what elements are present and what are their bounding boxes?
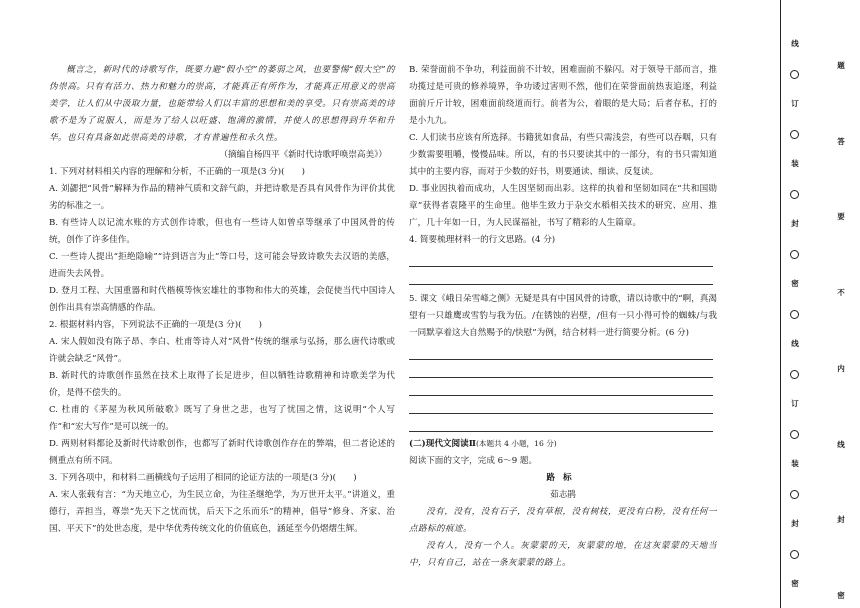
material-intro-paragraph: 概言之，新时代的诗歌写作，既要力避“假小空”的萎弱之风，也要警惕“假大空”的伪崇高。只有有活力、热力和魅力的崇高，才能真正有所作为，才能真正用意义的崇高美学，让人们从中汲取力量，也能带给人们以丰富的思想和美的享受。只有崇高美的诗歌不是为了说服人，而是为了给人以旺盛、饱满的激情，并使人的思想得到升华和升华。也只有具备如此崇高美的诗歌，才有普遍性和永久性。 xyxy=(49,65,395,143)
article-author: 茹志鹃 xyxy=(550,490,576,500)
section-2-heading xyxy=(409,435,717,453)
answer-line[interactable] xyxy=(409,249,713,267)
binding-margin xyxy=(787,38,803,598)
answer-line[interactable] xyxy=(409,267,713,285)
question-3-option-d: D. 事业因执着而成功，人生因坚韧而出彩。这样的执着和坚韧如同在“共和国勋章”获得者袁隆平的生命里。他毕生致力于杂交水稻相关技术的研究、应用、推广，几十年如一日，为人民谋福祉，书写了精彩的人生篇章。 xyxy=(409,184,717,228)
binding-ring-icon xyxy=(790,250,799,259)
binding-label-char: 线 xyxy=(837,439,845,449)
material-source: （摘编自杨四平《新时代诗歌呼唤崇高美》） xyxy=(219,150,387,160)
question-1-stem: 1. 下列对材料相关内容的理解和分析，不正确的一项是(3 分)( ) xyxy=(49,167,305,177)
question-1-option-c: C. 一些诗人提出“拒绝隐喻”“诗到语言为止”等口号，这可能会导致诗歌失去汉语的美感，进而失去风骨。 xyxy=(49,252,395,279)
binding-label-char: 密 xyxy=(837,591,845,600)
binding-ring-icon xyxy=(790,310,799,319)
binding-ring-icon xyxy=(790,70,799,79)
binding-label-char: 不 xyxy=(837,288,845,298)
question-5-stem: 5. 课文《峨日朵雪峰之侧》无疑是具有中国风骨的诗歌，请以诗歌中的“啊，真渴望有一只雄鹰或雪豹与我为伍。/在锈蚀的岩壁，/但有一只小得可怜的蜘蛛/与我一同默享着这大自然赐予的/快慰”为例，结合材料一进行简要分析。(6 分) xyxy=(409,294,717,338)
section-2-note: (本题共 4 小题，16 分) xyxy=(475,439,557,448)
binding-char: 封 xyxy=(791,519,799,528)
binding-label-char: 题 xyxy=(837,61,845,70)
question-3-option-c: C. 人们读书应该有所选择。书籍犹如食品，有些只需浅尝，有些可以吞咽，只有少数需要咀嚼，慢慢品味。所以，有的书只要读其中的一部分，有的书只需知道其中的主要内容，而对于少数的好书，则要通读、细读、反复读。 xyxy=(409,133,717,177)
section-2-title: (二)现代文阅读Ⅱ xyxy=(409,439,476,449)
binding-labels xyxy=(833,38,849,598)
left-column xyxy=(49,62,395,538)
question-2-option-d: D. 两则材料都论及新时代诗歌创作，也都写了新时代诗歌创作存在的弊端，但二者论述的侧重点有所不同。 xyxy=(49,439,395,466)
question-1-option-d: D. 登月工程、大国重器和时代楷模等恢宏雄壮的事物和伟大的英雄，会促使当代中国诗人创作出具有崇高情感的作品。 xyxy=(49,286,395,313)
question-1-option-b: B. 有些诗人以记流水账的方式创作诗歌，但也有一些诗人如曾卓等继承了中国风骨的传统，创作了许多佳作。 xyxy=(49,218,395,245)
binding-char: 订 xyxy=(791,99,799,108)
binding-label-char: 封 xyxy=(837,515,845,525)
question-1-option-a: A. 刘勰把“风骨”解释为作品的精神气质和文辞气韵，并把诗歌是否具有风骨作为评价其优劣的标准之一。 xyxy=(49,184,395,211)
binding-ring-icon xyxy=(790,370,799,379)
question-2-option-c: C. 杜甫的《茅屋为秋风所破歌》既写了身世之悲，也写了忧国之情，这说明“个人写作”和“宏大写作”是可以统一的。 xyxy=(49,405,395,432)
binding-char: 密 xyxy=(791,279,799,288)
question-2-option-b: B. 新时代的诗歌创作虽然在技术上取得了长足进步，但以牺牲诗歌精神和诗歌美学为代价，是得不偿失的。 xyxy=(49,371,395,398)
answer-line[interactable] xyxy=(409,378,713,396)
question-3-option-a: A. 宋人张载有言：“为天地立心，为生民立命，为往圣继绝学，为万世开太平。”讲道义，重德行，弄担当，尊崇“先天下之忧而忧，后天下之乐而乐”的精神，倡导“修身、齐家、治国、平天下”的处世态度，是中华优秀传统文化的价值底色，涵延至今仍熠熠生辉。 xyxy=(49,490,395,534)
article-title: 路标 xyxy=(546,473,580,483)
section-2-instruction: 阅读下面的文字，完成 6～9 题。 xyxy=(409,456,538,466)
question-3-stem: 3. 下列各项中，和材料二画横线句子运用了相同的论证方法的一项是(3 分)( ) xyxy=(49,473,357,483)
binding-char: 装 xyxy=(791,159,799,168)
binding-ring-icon xyxy=(790,550,799,559)
article-paragraph-1: 没有，没有，没有石子，没有草根，没有树枝，更没有白粉，没有任何一点路标的痕迹。 xyxy=(409,507,717,534)
answer-line[interactable] xyxy=(409,414,713,432)
answer-line[interactable] xyxy=(409,396,713,414)
binding-label-char: 内 xyxy=(837,363,845,373)
binding-ring-icon xyxy=(790,490,799,499)
binding-label-char: 要 xyxy=(837,212,845,222)
answer-line[interactable] xyxy=(409,342,713,360)
binding-ring-icon xyxy=(790,190,799,199)
answer-line[interactable] xyxy=(409,360,713,378)
question-4-stem: 4. 简要梳理材料一的行文思路。(4 分) xyxy=(409,235,556,245)
right-column xyxy=(409,62,717,572)
binding-line xyxy=(780,0,781,608)
question-2-option-a: A. 宋人假如没有陈子昂、李白、杜甫等诗人对“风骨”传统的继承与弘扬，那么唐代诗歌或许就会缺乏“风骨”。 xyxy=(49,337,395,364)
binding-label-char: 答 xyxy=(837,136,845,146)
binding-char: 线 xyxy=(791,39,799,48)
binding-char: 订 xyxy=(791,399,799,408)
question-3-option-b: B. 荣誉面前不争功，利益面前不计较，困难面前不躲闪。对于领导干部而言，推功揽过是可贵的修养境界，争功诿过害则不然，他们在荣誉面前热衷追逐，利益面前斤斤计较，困难面前绕道而行。前者为公，着眼的是大局；后者存私，打的是小九九。 xyxy=(409,65,717,126)
binding-char: 装 xyxy=(791,459,799,468)
binding-char: 线 xyxy=(791,339,799,348)
binding-char: 密 xyxy=(791,579,799,588)
article-paragraph-2: 没有人，没有一个人。灰蒙蒙的天，灰蒙蒙的地，在这灰蒙蒙的天地当中，只有自己，站在一条灰蒙蒙的路上。 xyxy=(409,541,717,568)
binding-char: 封 xyxy=(791,219,799,228)
question-2-stem: 2. 根据材料内容，下列说法不正确的一项是(3 分)( ) xyxy=(49,320,263,330)
binding-ring-icon xyxy=(790,130,799,139)
binding-ring-icon xyxy=(790,430,799,439)
